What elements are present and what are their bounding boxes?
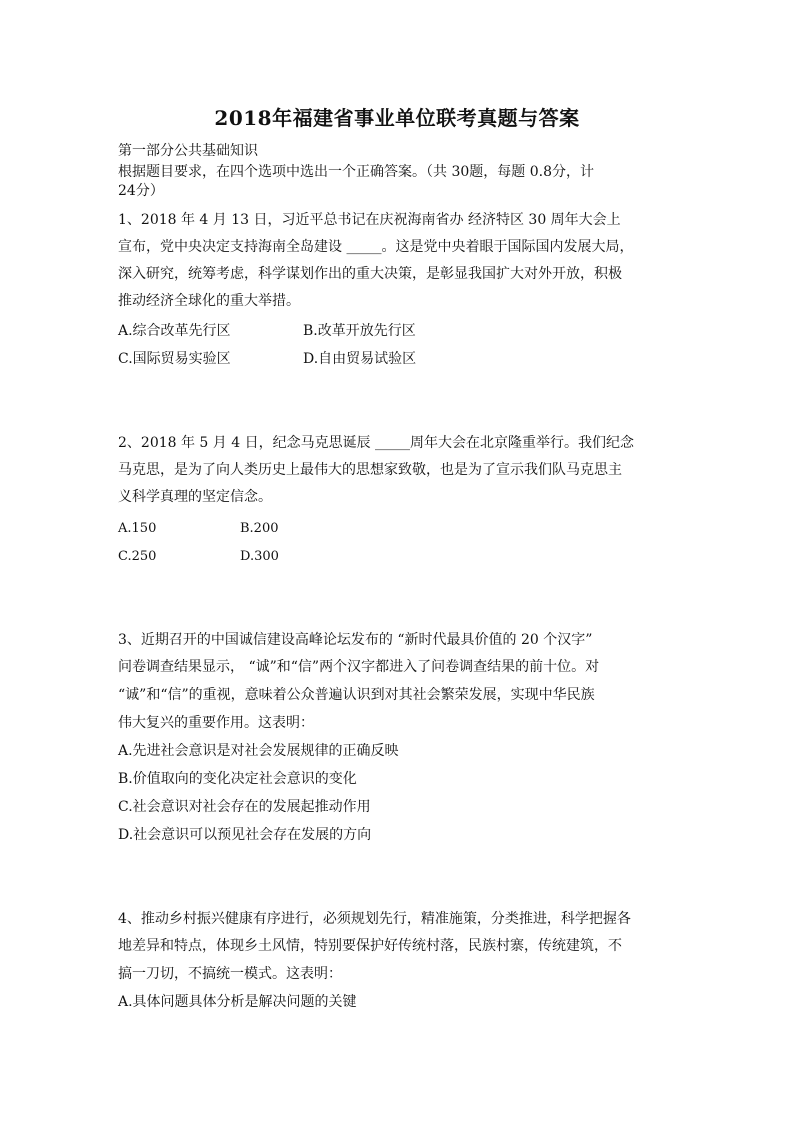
question-1-stem-line-4: 推动经济全球化的重大举措。 xyxy=(118,293,300,309)
question-3-option-c: C.社会意识对社会存在的发展起推动作用 xyxy=(118,799,371,815)
question-2-stem-line-3: 义科学真理的坚定信念。 xyxy=(118,489,272,505)
question-1-stem-line-1: 1、2018 年 4 月 13 日，习近平总书记在庆祝海南省办 经济特区 30 周年大会上 xyxy=(118,212,621,228)
instructions-line-2: 24分） xyxy=(118,183,164,199)
instructions-line-1: 根据题目要求，在四个选项中选出一个正确答案。（共 30题，每题 0.8分，计 xyxy=(118,164,594,180)
question-3-option-d: D.社会意识可以预见社会存在发展的方向 xyxy=(118,827,372,843)
question-1-option-b: B.改革开放先行区 xyxy=(303,323,416,339)
question-2-option-b: B.200 xyxy=(240,521,279,536)
question-3-stem-line-1: 3、近期召开的中国诚信建设高峰论坛发布的 “新时代最具价值的 20 个汉字” xyxy=(118,632,593,648)
question-1-option-c: C.国际贸易实验区 xyxy=(118,351,231,367)
question-2-option-d: D.300 xyxy=(240,549,279,564)
question-3-option-a: A.先进社会意识是对社会发展规律的正确反映 xyxy=(118,743,399,759)
question-3-option-b: B.价值取向的变化决定社会意识的变化 xyxy=(118,771,357,787)
question-3-stem-line-3: “诚”和“信”的重视，意味着公众普遍认识到对其社会繁荣发展，实现中华民族 xyxy=(118,687,595,703)
question-1-option-d: D.自由贸易试验区 xyxy=(303,351,417,367)
question-1-stem-line-3: 深入研究，统筹考虑，科学谋划作出的重大决策，是彰显我国扩大对外开放，积极 xyxy=(118,266,622,282)
question-4-stem-line-2: 地差异和特点，体现乡土风情，特别要保护好传统村落，民族村寨，传统建筑，不 xyxy=(118,938,622,954)
document-title: 2018年福建省事业单位联考真题与答案 xyxy=(214,106,580,130)
question-2-stem-line-1: 2、2018 年 5 月 4 日，纪念马克思诞辰 _____周年大会在北京隆重举行。我们纪念 xyxy=(118,435,635,451)
question-4-option-a: A.具体问题具体分析是解决问题的关键 xyxy=(118,994,357,1010)
question-2-stem-line-2: 马克思，是为了向人类历史上最伟大的思想家致敬，也是为了宣示我们队马克思主 xyxy=(118,462,622,478)
section-heading: 第一部分公共基础知识 xyxy=(118,143,258,159)
question-1-stem-line-2: 宣布，党中央决定支持海南全岛建设 _____。这是党中央着眼于国际国内发展大局， xyxy=(118,239,634,255)
question-2-option-c: C.250 xyxy=(118,549,157,564)
question-4-stem-line-3: 搞一刀切，不搞统一模式。这表明： xyxy=(118,966,342,982)
question-3-stem-line-2: 问卷调查结果显示， “诚”和“信”两个汉字都进入了问卷调查结果的前十位。对 xyxy=(118,659,600,675)
question-3-stem-line-4: 伟大复兴的重要作用。这表明： xyxy=(118,715,314,731)
question-1-option-a: A.综合改革先行区 xyxy=(118,323,231,339)
question-4-stem-line-1: 4、推动乡村振兴健康有序进行，必须规划先行，精准施策，分类推进，科学把握各 xyxy=(118,911,631,927)
question-2-option-a: A.150 xyxy=(118,521,157,536)
